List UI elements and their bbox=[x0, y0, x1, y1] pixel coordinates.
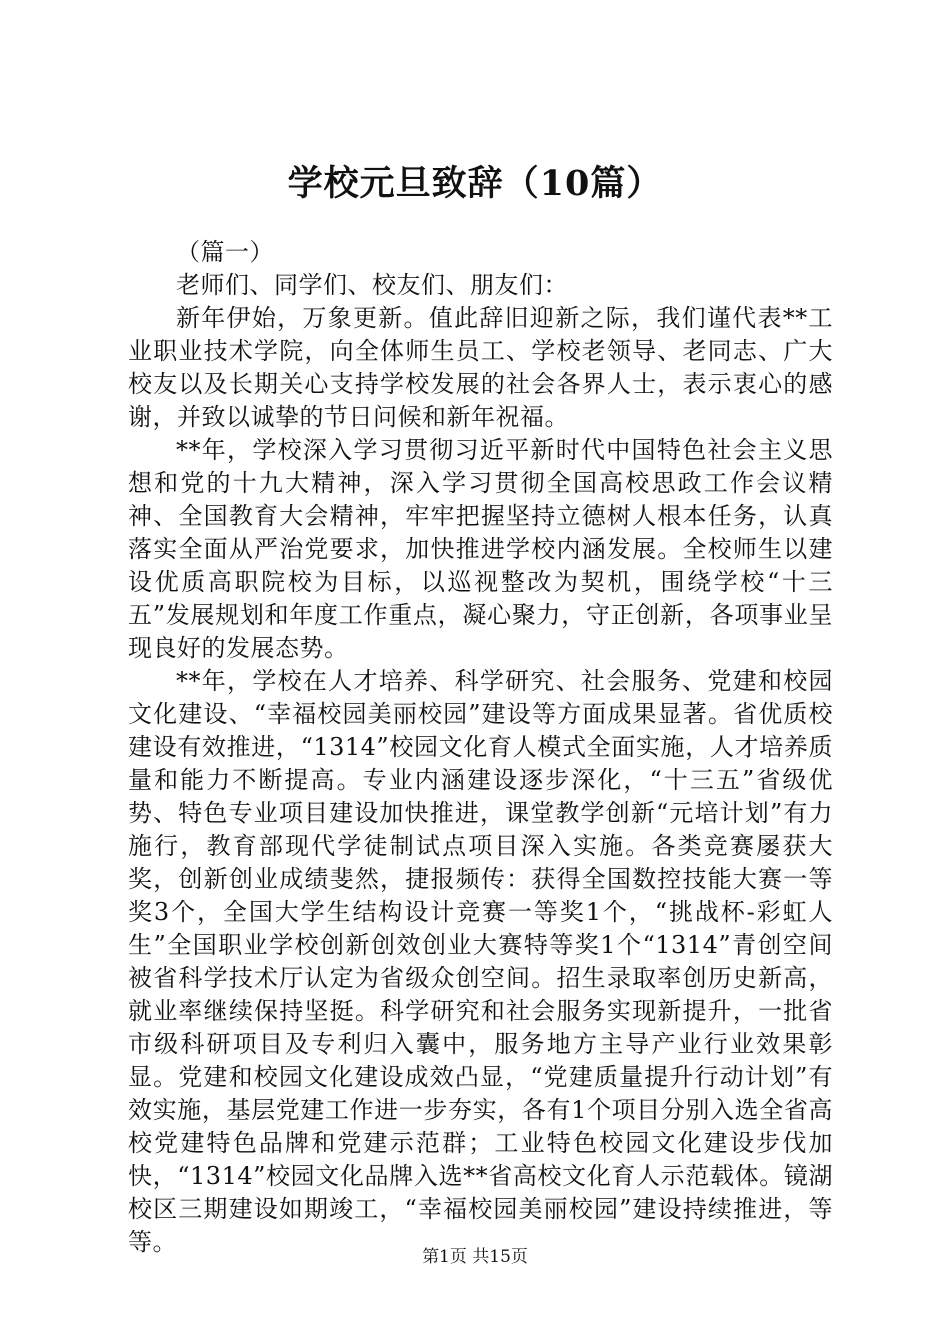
page-footer: 第1页 共15页 bbox=[422, 1247, 528, 1267]
body-paragraph: **年，学校深入学习贯彻习近平新时代中国特色社会主义思想和党的十九大精神，深入学习贯彻全国高校思政工作会议精神、全国教育大会精神，牢牢把握坚持立德树人根本任务，认真落实全面从严治党要求，加快推进学校内涵发展。全校师生以建设优质高职院校为目标，以巡视整改为契机，围绕学校“十三五”发展规划和年度工作重点，凝心聚力，守正创新，各项事业呈现良好的发展态势。 bbox=[128, 436, 833, 662]
section-heading: （篇一） bbox=[176, 238, 274, 266]
document-body bbox=[128, 236, 833, 1259]
salutation: 老师们、同学们、校友们、朋友们： bbox=[176, 271, 568, 299]
body-paragraph: **年，学校在人才培养、科学研究、社会服务、党建和校园文化建设、“幸福校园美丽校园”建设等方面成果显著。省优质校建设有效推进，“1314”校园文化育人模式全面实施，人才培养质量和能力不断提高。专业内涵建设逐步深化，“十三五”省级优势、特色专业项目建设加快推进，课堂教学创新“元培计划”有力施行，教育部现代学徒制试点项目深入实施。各类竞赛屡获大奖，创新创业成绩斐然，捷报频传：获得全国数控技能大赛一等奖3个，全国大学生结构设计竞赛一等奖1个，“挑战杯-彩虹人生”全国职业学校创新创效创业大赛特等奖1个“1314”青创空间被省科学技术厅认定为省级众创空间。招生录取率创历史新高，就业率继续保持坚挺。科学研究和社会服务实现新提升，一批省市级科研项目及专利归入囊中，服务地方主导产业行业效果彰显。党建和校园文化建设成效凸显，“党建质量提升行动计划”有效实施，基层党建工作进一步夯实，各有1个项目分别入选全省高校党建特色品牌和党建示范群；工业特色校园文化建设步伐加快，“1314”校园文化品牌入选**省高校文化育人示范载体。镜湖校区三期建设如期竣工，“幸福校园美丽校园”建设持续推进，等等。 bbox=[128, 667, 833, 1256]
document-title: 学校元旦致辞（10篇） bbox=[287, 163, 663, 204]
body-paragraph: 新年伊始，万象更新。值此辞旧迎新之际，我们谨代表**工业职业技术学院，向全体师生员工、学校老领导、老同志、广大校友以及长期关心支持学校发展的社会各界人士，表示衷心的感谢，并致以诚挚的节日问候和新年祝福。 bbox=[128, 304, 833, 431]
